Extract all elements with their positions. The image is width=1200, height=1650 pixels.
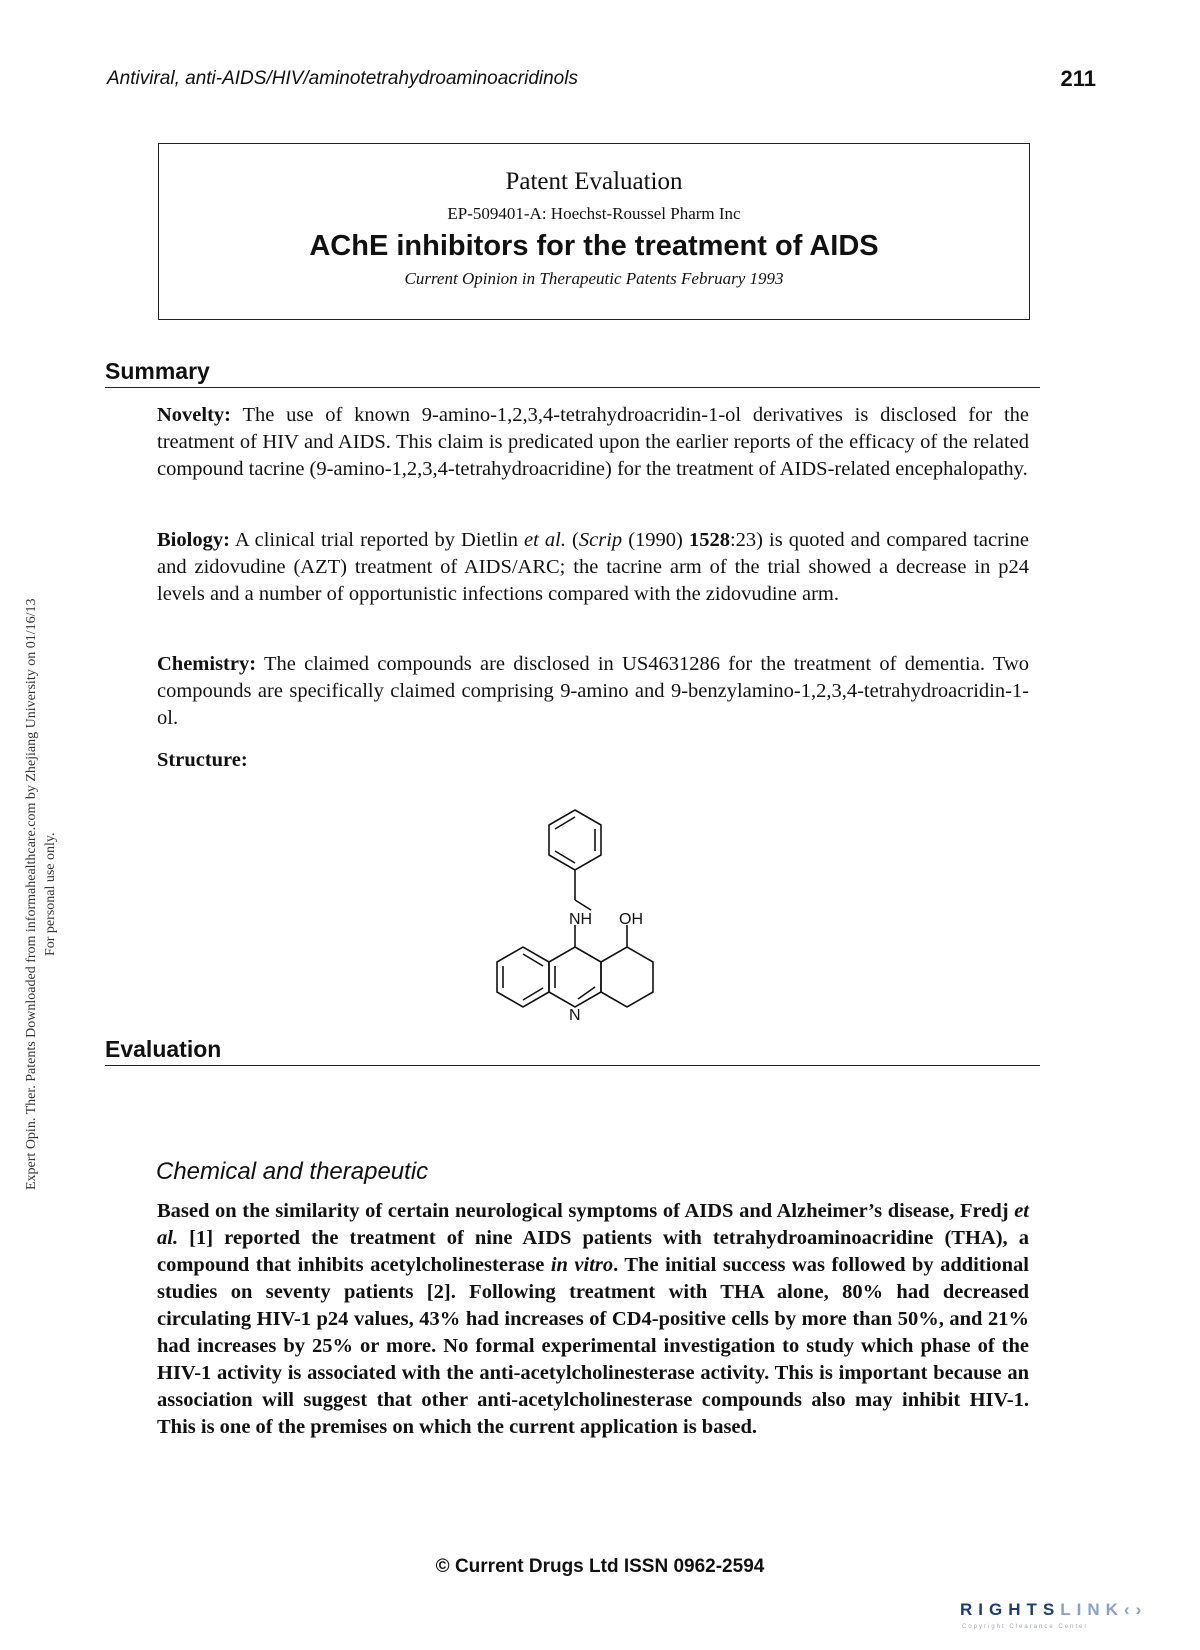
download-watermark: [22, 599, 60, 1191]
evaluation-heading: Evaluation: [105, 1036, 1040, 1066]
biology-volume: 1528: [688, 529, 730, 551]
rightslink-dark: RIGHTS: [960, 1600, 1061, 1619]
running-head: Antiviral, anti-AIDS/HIV/aminotetrahydroaminoacridinols: [107, 68, 578, 89]
structure-label: [157, 747, 1029, 774]
page-number: 211: [1060, 66, 1096, 91]
copyright-footer: © Current Drugs Ltd ISSN 0962-2594: [435, 1556, 765, 1577]
novelty-paragraph: [157, 402, 1029, 483]
biology-text-c: (1990): [622, 529, 689, 551]
biology-paragraph: [157, 527, 1029, 608]
cyclohexane-ring: [601, 947, 653, 1007]
article-source: Current Opinion in Therapeutic Patents February 1993: [404, 269, 784, 288]
evaluation-paragraph: [157, 1198, 1029, 1441]
structure-label-text: Structure:: [157, 749, 248, 771]
summary-heading: Summary: [105, 358, 1040, 388]
rightslink-logo[interactable]: [960, 1600, 1147, 1620]
structure-atom-n: N: [569, 1007, 581, 1024]
evaluation-invitro: in vitro: [550, 1254, 614, 1276]
chemistry-label: Chemistry:: [157, 653, 257, 675]
structure-bonds: [497, 810, 653, 1007]
evaluation-text-a: Based on the similarity of certain neurological symptoms of AIDS and Alzheimer’s disease, Fredj: [157, 1200, 1015, 1222]
rightslink-subtitle: Copyright Clearance Center: [962, 1624, 1089, 1630]
pyridine-ring: [549, 947, 601, 1007]
rightslink-arrow-icon: ‹›: [1123, 1600, 1148, 1619]
watermark-line-2: For personal use only.: [43, 832, 58, 957]
patent-evaluation-box: [158, 143, 1030, 320]
chemical-structure: [485, 805, 705, 1030]
patent-number: EP-509401-A: Hoechst-Roussel Pharm Inc: [447, 204, 741, 223]
chemistry-paragraph: [157, 651, 1029, 732]
evaluation-subheading: Chemical and therapeutic: [156, 1158, 429, 1185]
benzo-ring: [497, 947, 549, 1007]
biology-label: Biology:: [157, 529, 230, 551]
novelty-text: The use of known 9-amino-1,2,3,4-tetrahydroacridin-1-ol derivatives is disclosed for the treatment of HIV and AIDS. This claim is predicated upon the earlier reports of the efficacy of the related compound tacrine (9-amino-1,2,3,4-tetrahydroacridine) for the treatment of AIDS-related encephalopathy.: [157, 404, 1029, 480]
novelty-label: Novelty:: [157, 404, 232, 426]
evaluation-etal: et al.: [157, 1200, 1029, 1249]
biology-text-b: (: [565, 529, 579, 551]
biology-journal: Scrip: [578, 529, 623, 551]
structure-atom-oh: OH: [619, 911, 643, 928]
evaluation-text-b: [1] reported the treatment of nine AIDS patients with tetrahydroaminoacridine (THA), a compound that inhibits acetylcholinesterase: [157, 1227, 1029, 1276]
evaluation-type: Patent Evaluation: [505, 168, 683, 195]
structure-atom-nh: NH: [569, 911, 593, 928]
rightslink-light: LINK: [1060, 1600, 1124, 1619]
biology-text-a: A clinical trial reported by Dietlin: [229, 529, 525, 551]
chemistry-text: The claimed compounds are disclosed in US4631286 for the treatment of dementia. Two compounds are specifically claimed comprising 9-amino and 9-benzylamino-1,2,3,4-tetrahydroacridin-1-ol.: [157, 653, 1029, 729]
article-title: AChE inhibitors for the treatment of AIDS: [309, 230, 879, 262]
biology-text-d: :23) is quoted and compared tacrine and zidovudine (AZT) treatment of AIDS/ARC; the tacrine arm of the trial showed a decrease in p24 levels and a number of opportunistic infections compared with the zidovudine arm.: [157, 529, 1029, 605]
evaluation-text-c: . The initial success was followed by additional studies on seventy patients [2]. Following treatment with THA alone, 80% had decreased circulating HIV-1 p24 values, 43% had increases of CD4-positive cells by more than 50%, and 21% had increases by 25% or more. No formal experimental investigation to study which phase of the HIV-1 activity is associated with the anti-acetylcholinesterase activity. This is important because an association will suggest that other anti-acetylcholinesterase compounds also may inhibit HIV-1. This is one of the premises on which the current application is based.: [157, 1254, 1029, 1438]
watermark-line-1: Expert Opin. Ther. Patents Downloaded from informahealthcare.com by Zhejiang University on 01/16/13: [24, 598, 39, 1190]
biology-etal: et al.: [524, 529, 566, 551]
phenyl-ring: [549, 810, 601, 870]
